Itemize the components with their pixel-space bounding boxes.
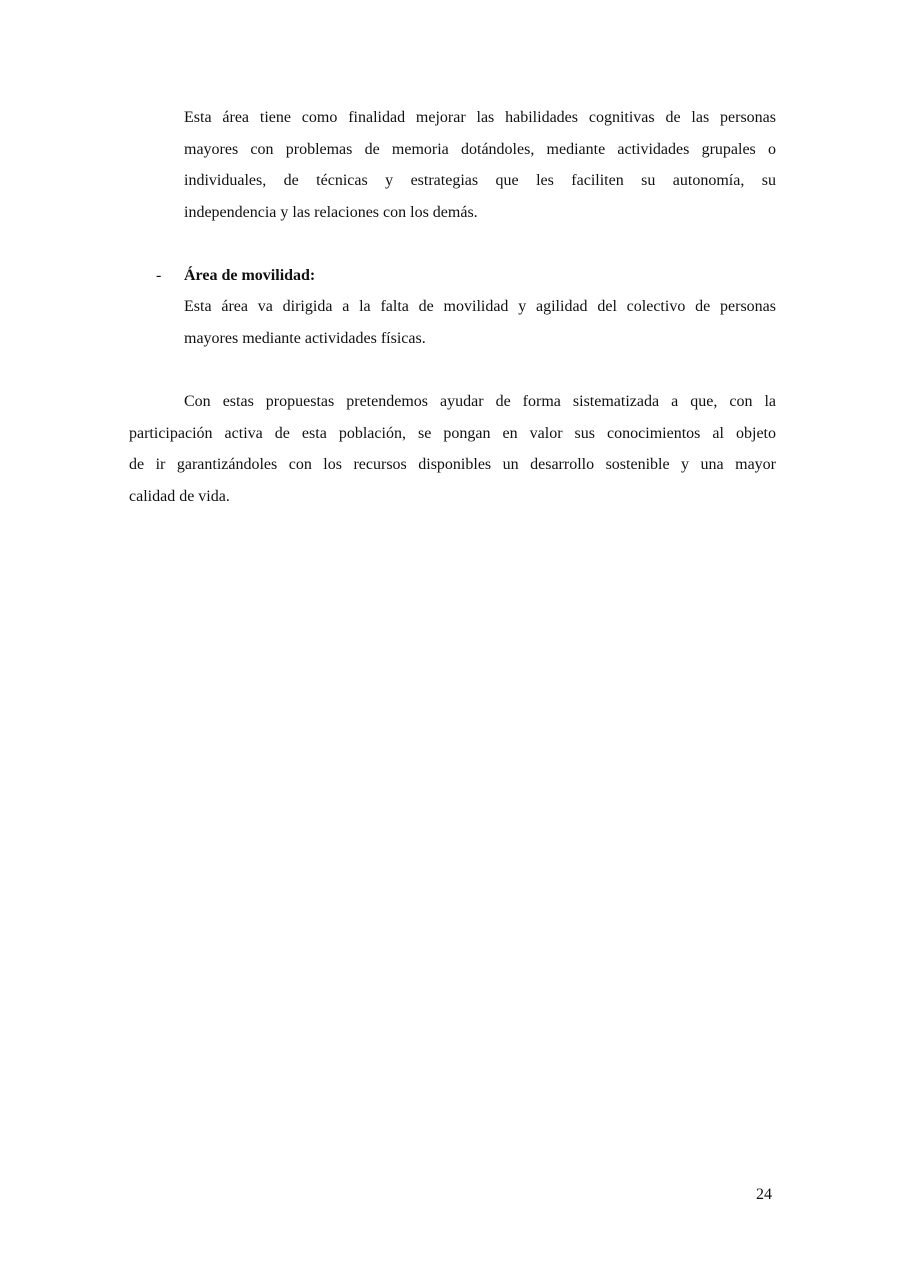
- text-line: Esta área tiene como finalidad mejorar las habilidades cognitivas de las personas: [184, 109, 776, 126]
- text-line: individuales, de técnicas y estrategias que les faciliten su autonomía, su: [184, 172, 776, 189]
- text-line: Con estas propuestas pretendemos ayudar de forma sistematizada a que, con la: [184, 393, 776, 410]
- text-line: de ir garantizándoles con los recursos disponibles un desarrollo sostenible y una mayor: [129, 456, 776, 473]
- text-line: independencia y las relaciones con los demás.: [184, 204, 478, 221]
- bullet-dash: -: [156, 267, 162, 284]
- text-line: mayores con problemas de memoria dotándoles, mediante actividades grupales o: [184, 141, 776, 158]
- text-line: Esta área va dirigida a la falta de movilidad y agilidad del colectivo de personas: [184, 298, 776, 315]
- page-number: 24: [756, 1186, 772, 1203]
- text-line: participación activa de esta población, se pongan en valor sus conocimientos al objeto: [129, 425, 776, 442]
- text-line: calidad de vida.: [129, 488, 230, 505]
- mobility-heading: Área de movilidad:: [184, 267, 316, 284]
- text-line: mayores mediante actividades físicas.: [184, 330, 426, 347]
